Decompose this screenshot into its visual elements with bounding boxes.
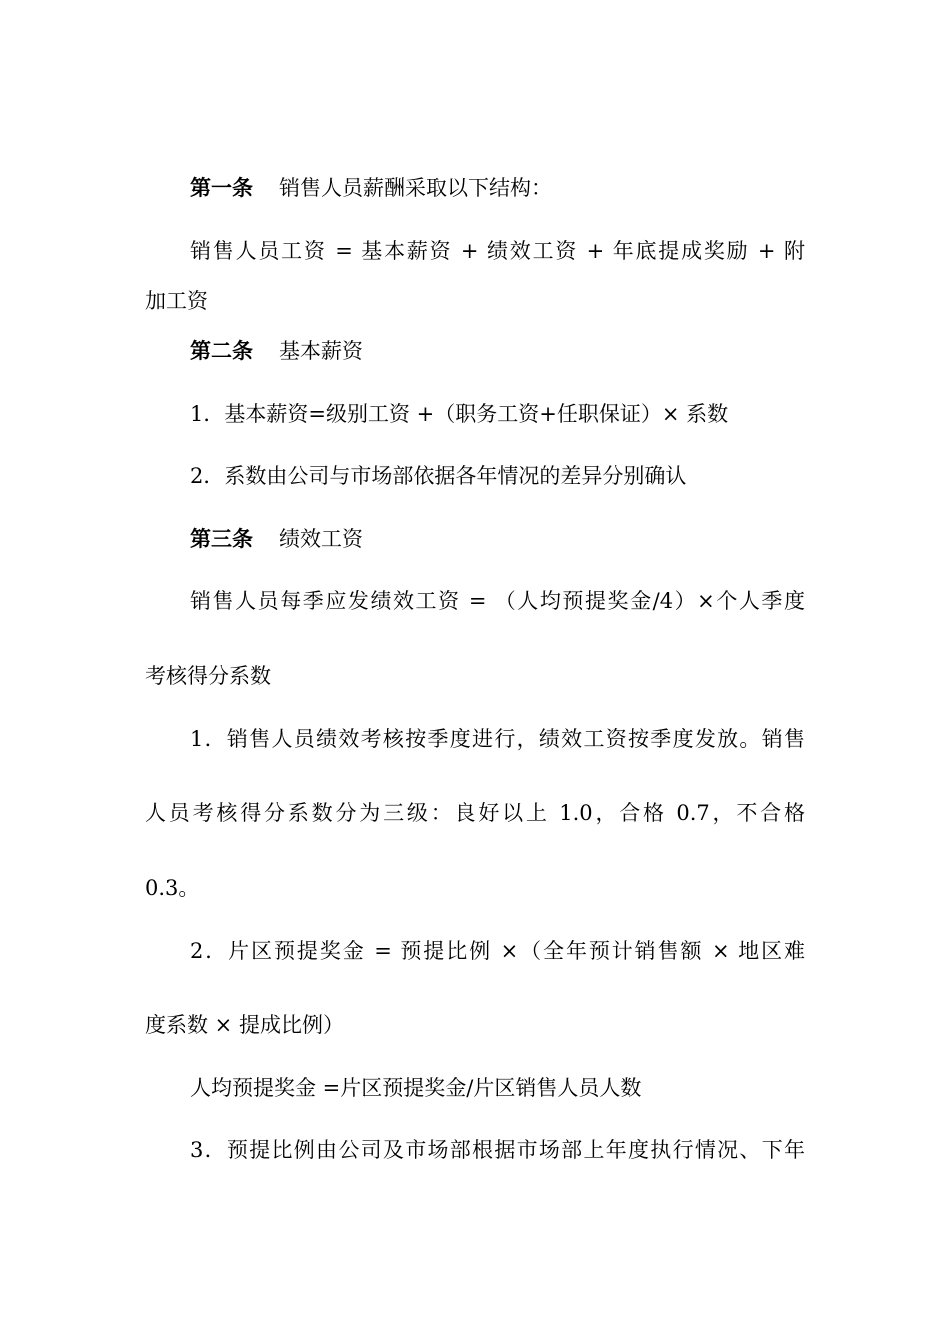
salary-structure-formula-cont: 加工资 bbox=[145, 289, 208, 313]
performance-pay-formula-cont: 考核得分系数 bbox=[145, 664, 271, 688]
salary-structure-formula: 销售人员工资 = 基本薪资 + 绩效工资 + 年底提成奖励 + 附 bbox=[190, 239, 805, 263]
article-1-title: 销售人员薪酬采取以下结构： bbox=[279, 176, 552, 200]
article-3-heading: 第三条 bbox=[190, 526, 253, 551]
article-3-heading-line bbox=[190, 524, 805, 554]
base-salary-item-2: 2．系数由公司与市场部依据各年情况的差异分别确认 bbox=[190, 464, 687, 488]
performance-pay-formula: 销售人员每季应发绩效工资 = （人均预提奖金/4）×个人季度 bbox=[190, 589, 805, 613]
article-2-title: 基本薪资 bbox=[279, 339, 363, 363]
performance-item-1-end: 0.3。 bbox=[145, 876, 200, 900]
performance-item-2-cont: 度系数 × 提成比例） bbox=[145, 1013, 344, 1037]
article-1-heading: 第一条 bbox=[190, 175, 253, 200]
base-salary-item-1: 1．基本薪资=级别工资 +（职务工资+任职保证）× 系数 bbox=[190, 402, 729, 426]
performance-item-3: 3．预提比例由公司及市场部根据市场部上年度执行情况、下年 bbox=[190, 1138, 805, 1162]
article-1-heading-line bbox=[190, 173, 805, 203]
article-2-heading: 第二条 bbox=[190, 338, 253, 363]
article-2-heading-line bbox=[190, 336, 805, 366]
performance-item-1: 1．销售人员绩效考核按季度进行，绩效工资按季度发放。销售 bbox=[190, 727, 805, 751]
performance-item-1-cont: 人员考核得分系数分为三级：良好以上 1.0，合格 0.7，不合格 bbox=[145, 801, 805, 825]
article-3-title: 绩效工资 bbox=[279, 527, 363, 551]
average-bonus-formula: 人均预提奖金 =片区预提奖金/片区销售人员人数 bbox=[190, 1076, 642, 1100]
performance-item-2: 2．片区预提奖金 = 预提比例 ×（全年预计销售额 × 地区难 bbox=[190, 939, 805, 963]
